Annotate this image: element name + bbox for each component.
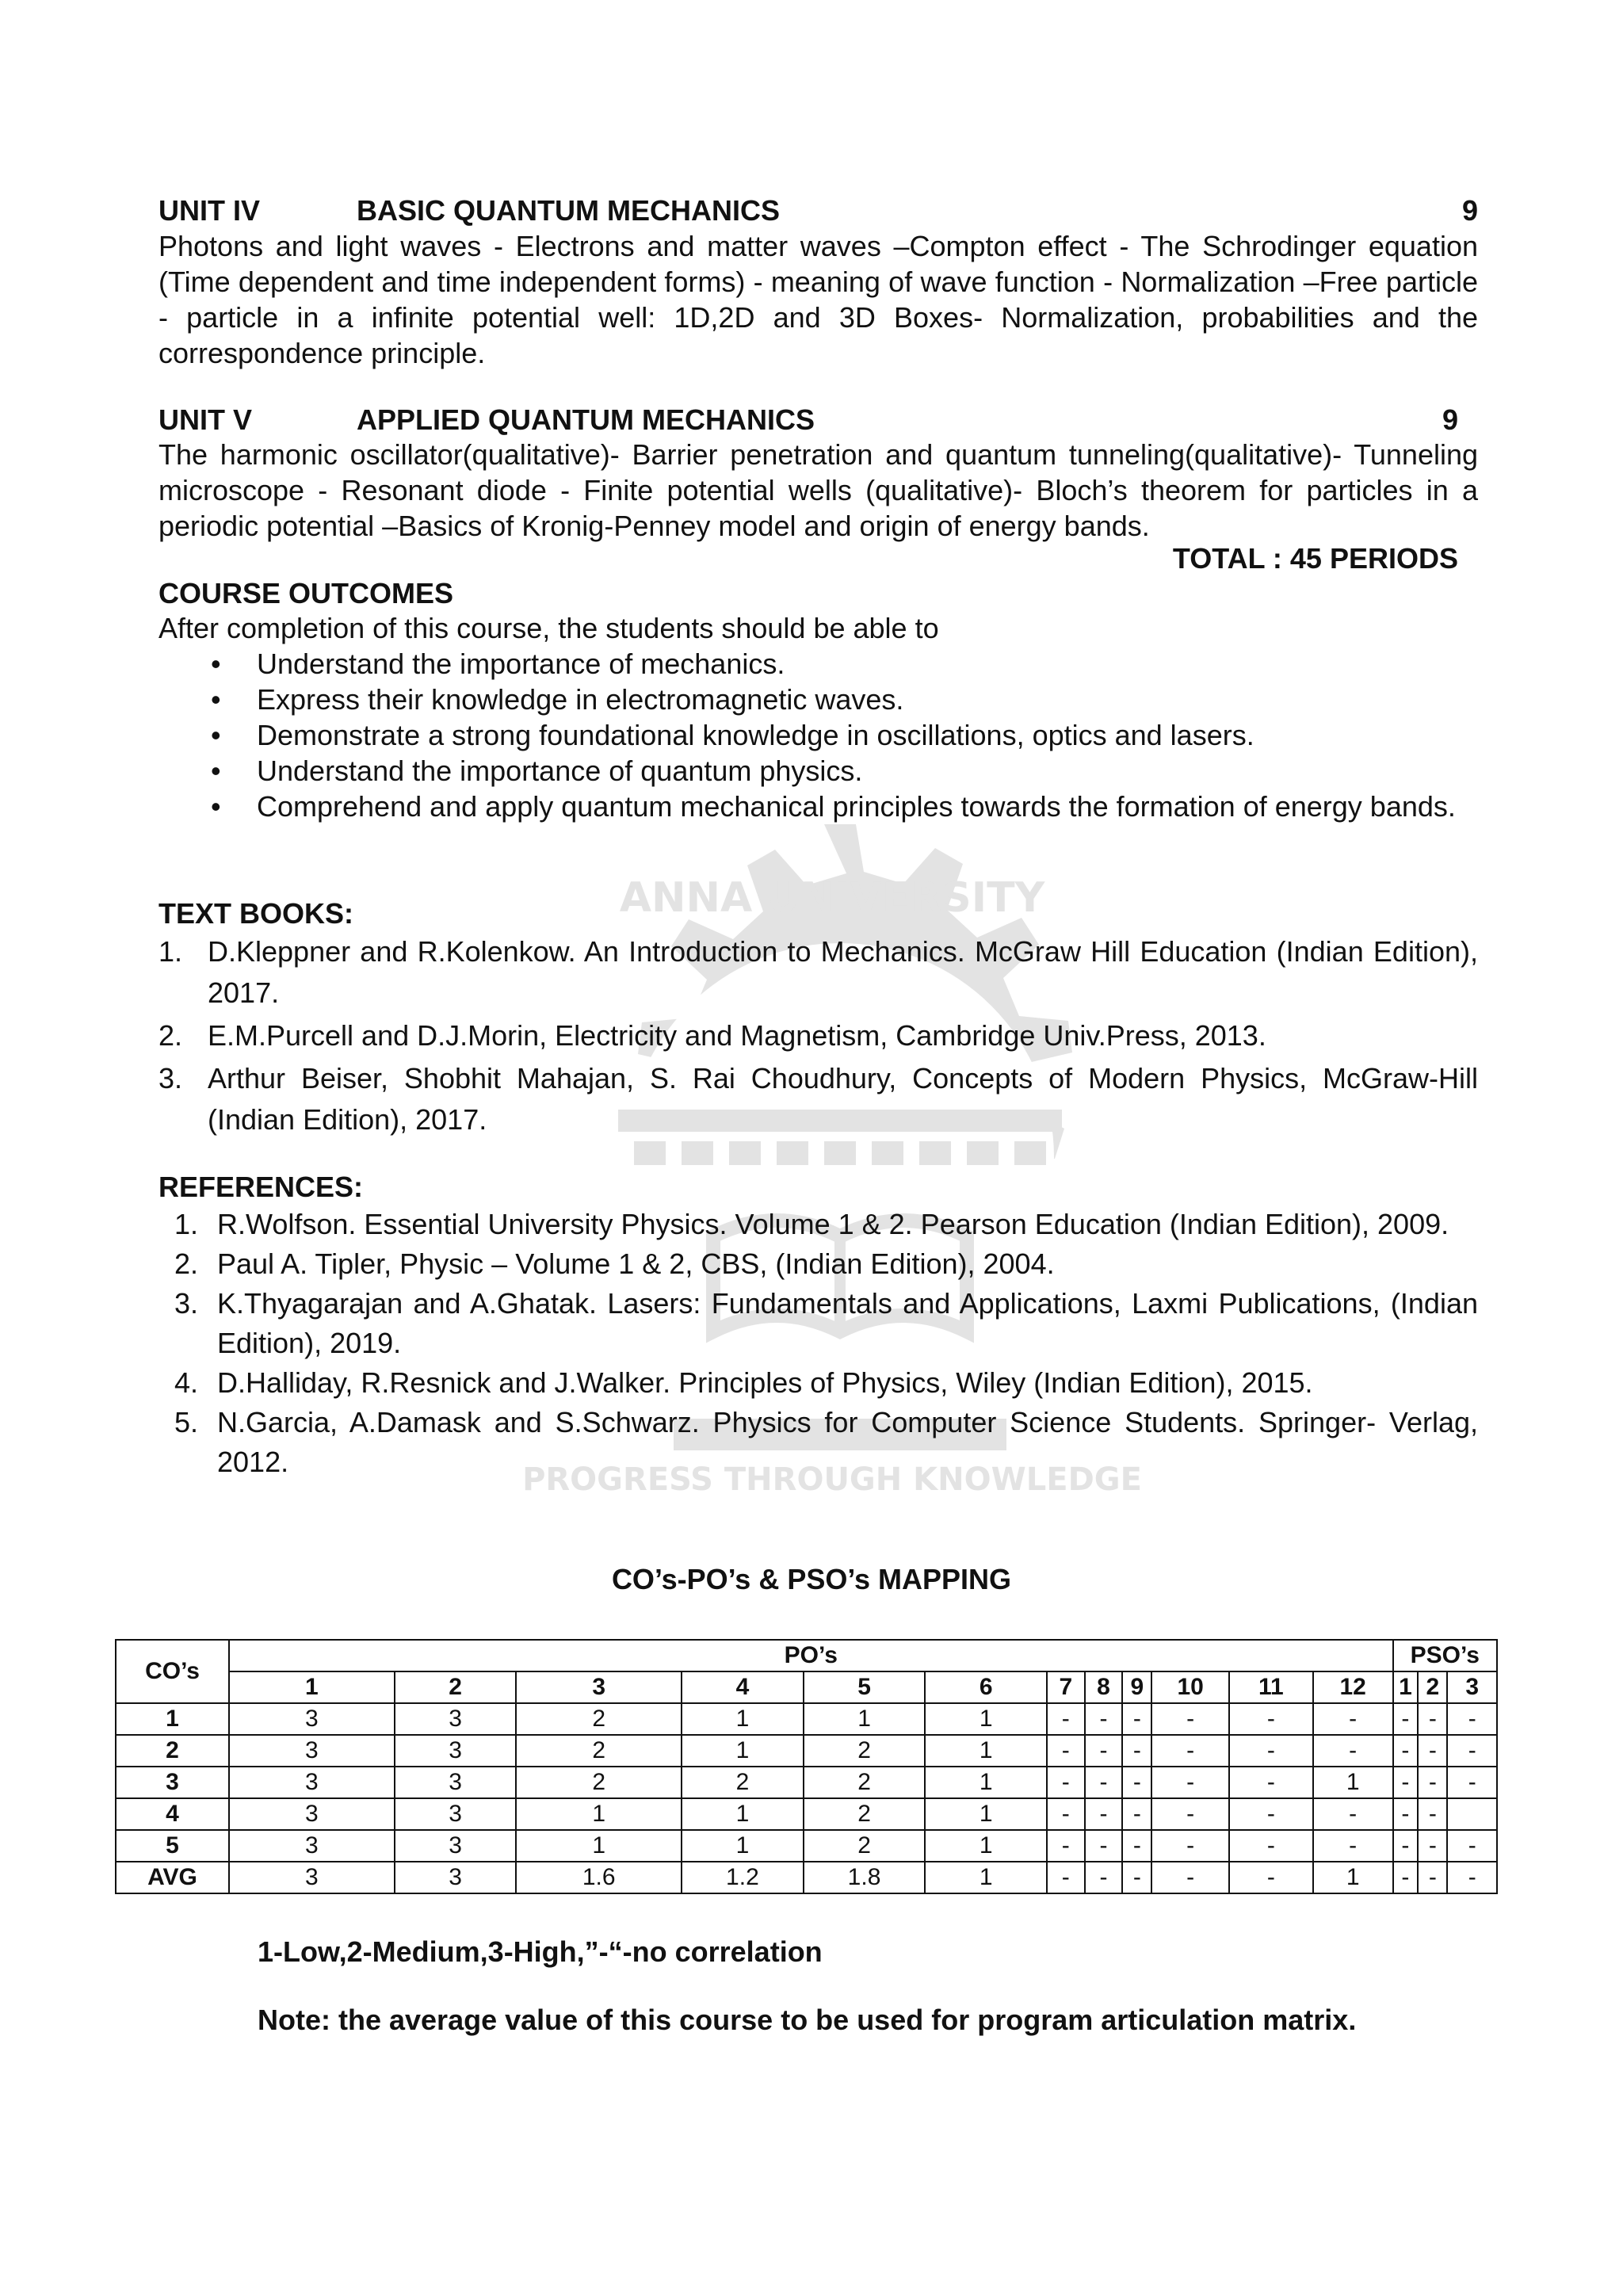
- list-item: [158, 1058, 1478, 1140]
- co-label-cell: 1: [116, 1703, 229, 1735]
- table-cell: 3: [395, 1703, 517, 1735]
- table-row: [116, 1767, 1497, 1798]
- note-text: Note: the average value of this course to be used for program articulation matrix.: [258, 2004, 1357, 2036]
- table-cell: 3: [395, 1862, 517, 1893]
- table-cell: -: [1229, 1703, 1313, 1735]
- table-cell: 3: [395, 1767, 517, 1798]
- table-cell: 1: [516, 1830, 682, 1862]
- table-cell: -: [1313, 1703, 1393, 1735]
- mapping-table: [115, 1639, 1498, 1894]
- table-cell: 2: [804, 1735, 926, 1767]
- unit-5-heading: [158, 402, 1458, 437]
- unit-4-hours: 9: [1461, 194, 1478, 227]
- table-cell: -: [1085, 1830, 1123, 1862]
- list-number: 1.: [174, 1208, 199, 1240]
- po-number: 2: [395, 1671, 517, 1703]
- table-row: [116, 1830, 1497, 1862]
- po-number: 11: [1229, 1671, 1313, 1703]
- table-cell: -: [1447, 1703, 1497, 1735]
- table-row: [116, 1735, 1497, 1767]
- table-cell: -: [1229, 1830, 1313, 1862]
- bullet-icon: •: [211, 683, 221, 716]
- co-label-cell: 2: [116, 1735, 229, 1767]
- list-number: 2.: [174, 1247, 199, 1280]
- table-cell: 1: [925, 1703, 1047, 1735]
- bullet-icon: •: [211, 790, 221, 823]
- table-cell: -: [1122, 1703, 1151, 1735]
- table-cell: 2: [516, 1735, 682, 1767]
- table-cell: -: [1313, 1798, 1393, 1830]
- course-outcomes-intro: After completion of this course, the students should be able to: [158, 612, 939, 644]
- mapping-table-body: [116, 1703, 1497, 1893]
- textbooks-list-block: [158, 931, 1478, 1142]
- unit-5-hours: 9: [1442, 403, 1458, 436]
- pso-number: 3: [1447, 1671, 1497, 1703]
- table-cell: 3: [229, 1703, 395, 1735]
- reference-text: Paul A. Tipler, Physic – Volume 1 & 2, CBS, (Indian Edition), 2004.: [217, 1247, 1055, 1280]
- table-cell: -: [1393, 1862, 1419, 1893]
- table-cell: 1: [925, 1862, 1047, 1893]
- table-cell: -: [1447, 1830, 1497, 1862]
- list-number: 3.: [174, 1287, 199, 1320]
- table-cell: 3: [395, 1830, 517, 1862]
- pso-number: 2: [1418, 1671, 1447, 1703]
- po-number: 6: [925, 1671, 1047, 1703]
- unit-5-body-block: [158, 437, 1478, 544]
- table-cell: [1447, 1798, 1497, 1830]
- outcome-text: Demonstrate a strong foundational knowledge in oscillations, optics and lasers.: [257, 719, 1254, 751]
- table-cell: 2: [516, 1767, 682, 1798]
- list-number: 5.: [174, 1406, 199, 1438]
- table-cell: -: [1393, 1830, 1419, 1862]
- textbook-text: E.M.Purcell and D.J.Morin, Electricity and Magnetism, Cambridge Univ.Press, 2013.: [208, 1019, 1266, 1052]
- list-item: [158, 931, 1478, 1014]
- bullet-icon: •: [211, 648, 221, 680]
- po-number: 3: [516, 1671, 682, 1703]
- table-cell: -: [1122, 1767, 1151, 1798]
- table-cell: -: [1122, 1735, 1151, 1767]
- list-number: 2.: [158, 1019, 183, 1052]
- table-cell: -: [1393, 1703, 1419, 1735]
- table-cell: 2: [804, 1767, 926, 1798]
- table-cell: -: [1151, 1767, 1228, 1798]
- total-periods: TOTAL : 45 PERIODS: [1172, 542, 1458, 575]
- table-cell: -: [1122, 1830, 1151, 1862]
- table-cell: -: [1122, 1798, 1151, 1830]
- po-number: 10: [1151, 1671, 1228, 1703]
- co-label-cell: 5: [116, 1830, 229, 1862]
- textbook-text: D.Kleppner and R.Kolenkow. An Introduction to Mechanics. McGraw Hill Education (Indian Edition), 2017.: [208, 935, 1478, 1009]
- watermark-bottom-text: PROGRESS THROUGH KNOWLEDGE: [522, 1461, 1142, 1498]
- table-cell: -: [1047, 1735, 1085, 1767]
- po-number: 1: [229, 1671, 395, 1703]
- references-list: [158, 1205, 1478, 1482]
- table-cell: -: [1313, 1735, 1393, 1767]
- table-cell: 3: [395, 1798, 517, 1830]
- table-cell: 1: [925, 1798, 1047, 1830]
- table-cell: -: [1447, 1767, 1497, 1798]
- table-cell: 1.2: [682, 1862, 804, 1893]
- table-cell: -: [1151, 1735, 1228, 1767]
- table-cell: -: [1447, 1735, 1497, 1767]
- table-cell: 1.8: [804, 1862, 926, 1893]
- table-cell: -: [1229, 1767, 1313, 1798]
- table-cell: -: [1229, 1798, 1313, 1830]
- table-cell: 1: [682, 1798, 804, 1830]
- list-item: [158, 682, 1478, 717]
- list-item: [158, 1015, 1478, 1056]
- table-cell: -: [1313, 1830, 1393, 1862]
- list-item: [158, 1284, 1478, 1363]
- table-cell: 3: [229, 1798, 395, 1830]
- unit-4-label: UNIT IV: [158, 194, 261, 227]
- table-cell: -: [1229, 1862, 1313, 1893]
- table-cell: -: [1418, 1862, 1447, 1893]
- reference-text: N.Garcia, A.Damask and S.Schwarz. Physics for Computer Science Students. Springer- Verlag, 2012.: [217, 1406, 1478, 1478]
- table-cell: -: [1418, 1830, 1447, 1862]
- course-outcomes-list-block: [158, 646, 1478, 824]
- table-cell: 3: [229, 1862, 395, 1893]
- unit-4-title: BASIC QUANTUM MECHANICS: [357, 194, 780, 227]
- table-cell: -: [1085, 1735, 1123, 1767]
- reference-text: K.Thyagarajan and A.Ghatak. Lasers: Fundamentals and Applications, Laxmi Publications, (Indian Edition), 2019.: [217, 1287, 1478, 1359]
- table-cell: -: [1393, 1798, 1419, 1830]
- table-cell: 3: [229, 1830, 395, 1862]
- table-cell: -: [1047, 1798, 1085, 1830]
- outcome-text: Express their knowledge in electromagnetic waves.: [257, 683, 904, 716]
- table-cell: -: [1229, 1735, 1313, 1767]
- table-cell: -: [1418, 1798, 1447, 1830]
- table-cell: 2: [682, 1767, 804, 1798]
- table-cell: -: [1151, 1703, 1228, 1735]
- reference-text: D.Halliday, R.Resnick and J.Walker. Principles of Physics, Wiley (Indian Edition), 2015.: [217, 1366, 1313, 1399]
- table-cell: -: [1047, 1862, 1085, 1893]
- po-number: 4: [682, 1671, 804, 1703]
- pso-header: PSO’s: [1393, 1640, 1497, 1671]
- table-cell: 2: [516, 1703, 682, 1735]
- bullet-icon: •: [211, 719, 221, 751]
- outcome-text: Comprehend and apply quantum mechanical principles towards the formation of energy bands.: [257, 790, 1456, 823]
- unit-4-body-block: [158, 228, 1478, 371]
- co-label-cell: AVG: [116, 1862, 229, 1893]
- table-cell: 1: [804, 1703, 926, 1735]
- list-number: 1.: [158, 935, 183, 968]
- list-item: [158, 1403, 1478, 1482]
- co-label-cell: 3: [116, 1767, 229, 1798]
- table-row: [116, 1862, 1497, 1893]
- unit-5-label: UNIT V: [158, 403, 253, 436]
- list-number: 4.: [174, 1366, 199, 1399]
- unit-5-title: APPLIED QUANTUM MECHANICS: [357, 403, 815, 436]
- unit-5-body: The harmonic oscillator(qualitative)- Barrier penetration and quantum tunneling(qualitative)- Tunneling microscope - Resonant diode - Finite potential wells (qualitative)- Bloch’s theorem for particles in a periodic potential –Basics of Kronig-Penney model and origin of energy bands.: [158, 438, 1478, 542]
- po-number: 12: [1313, 1671, 1393, 1703]
- textbook-text: Arthur Beiser, Shobhit Mahajan, S. Rai Choudhury, Concepts of Modern Physics, McGraw-Hill (Indian Edition), 2017.: [208, 1062, 1478, 1136]
- po-number: 9: [1122, 1671, 1151, 1703]
- table-cell: -: [1085, 1703, 1123, 1735]
- table-cell: -: [1447, 1862, 1497, 1893]
- list-number: 3.: [158, 1062, 183, 1095]
- outcome-text: Understand the importance of quantum physics.: [257, 755, 863, 787]
- list-item: [158, 646, 1478, 682]
- unit-4-heading: [158, 193, 1478, 228]
- table-header-row: [116, 1640, 1497, 1671]
- list-item: [158, 1244, 1478, 1284]
- table-cell: 1: [682, 1703, 804, 1735]
- po-number: 8: [1085, 1671, 1123, 1703]
- table-cell: -: [1085, 1862, 1123, 1893]
- table-subheader-row: [116, 1671, 1497, 1703]
- table-row: [116, 1798, 1497, 1830]
- table-cell: 3: [395, 1735, 517, 1767]
- textbooks-heading: TEXT BOOKS:: [158, 897, 354, 930]
- table-cell: -: [1418, 1767, 1447, 1798]
- table-cell: -: [1418, 1735, 1447, 1767]
- table-cell: 1: [1313, 1767, 1393, 1798]
- table-cell: 2: [804, 1798, 926, 1830]
- po-header: PO’s: [229, 1640, 1393, 1671]
- list-item: [158, 753, 1478, 789]
- table-cell: -: [1047, 1830, 1085, 1862]
- references-list-block: [158, 1205, 1478, 1482]
- table-cell: 1.6: [516, 1862, 682, 1893]
- table-cell: -: [1418, 1703, 1447, 1735]
- list-item: [158, 789, 1478, 824]
- list-item: [158, 717, 1478, 753]
- references-heading: REFERENCES:: [158, 1171, 364, 1203]
- table-cell: -: [1393, 1767, 1419, 1798]
- watermark-top-text: ANNA UNIVERSITY: [619, 874, 1045, 922]
- reference-text: R.Wolfson. Essential University Physics. Volume 1 & 2. Pearson Education (Indian Edition), 2009.: [217, 1208, 1449, 1240]
- table-cell: -: [1085, 1798, 1123, 1830]
- table-cell: -: [1085, 1767, 1123, 1798]
- table-cell: 1: [516, 1798, 682, 1830]
- table-cell: 3: [229, 1735, 395, 1767]
- table-cell: -: [1047, 1703, 1085, 1735]
- unit-4-body: Photons and light waves - Electrons and matter waves –Compton effect - The Schrodinger equation (Time dependent and time independent forms) - meaning of wave function - Normalization –Free particle - particle in a infinite potential well: 1D,2D and 3D Boxes- Normalization, probabilities and the correspondence principle.: [158, 230, 1478, 369]
- table-row: [116, 1703, 1497, 1735]
- textbooks-list: [158, 931, 1478, 1140]
- table-cell: -: [1393, 1735, 1419, 1767]
- table-cell: -: [1151, 1798, 1228, 1830]
- table-cell: 1: [925, 1830, 1047, 1862]
- table-cell: -: [1151, 1862, 1228, 1893]
- table-cell: -: [1151, 1830, 1228, 1862]
- po-number: 5: [804, 1671, 926, 1703]
- table-cell: 1: [682, 1735, 804, 1767]
- list-item: [158, 1363, 1478, 1403]
- course-outcomes-heading: COURSE OUTCOMES: [158, 577, 454, 609]
- co-label-cell: 4: [116, 1798, 229, 1830]
- table-cell: 3: [229, 1767, 395, 1798]
- table-cell: 1: [1313, 1862, 1393, 1893]
- correlation-legend: 1-Low,2-Medium,3-High,”-“-no correlation: [258, 1935, 823, 1968]
- co-header: CO’s: [116, 1640, 229, 1703]
- table-cell: 1: [682, 1830, 804, 1862]
- table-cell: -: [1047, 1767, 1085, 1798]
- table-cell: -: [1122, 1862, 1151, 1893]
- bullet-icon: •: [211, 755, 221, 787]
- po-number: 7: [1047, 1671, 1085, 1703]
- mapping-title: CO’s-PO’s & PSO’s MAPPING: [611, 1563, 1012, 1595]
- outcome-text: Understand the importance of mechanics.: [257, 648, 785, 680]
- table-cell: 1: [925, 1735, 1047, 1767]
- pso-number: 1: [1393, 1671, 1419, 1703]
- table-cell: 1: [925, 1767, 1047, 1798]
- course-outcomes-list: [158, 646, 1478, 824]
- list-item: [158, 1205, 1478, 1244]
- table-cell: 2: [804, 1830, 926, 1862]
